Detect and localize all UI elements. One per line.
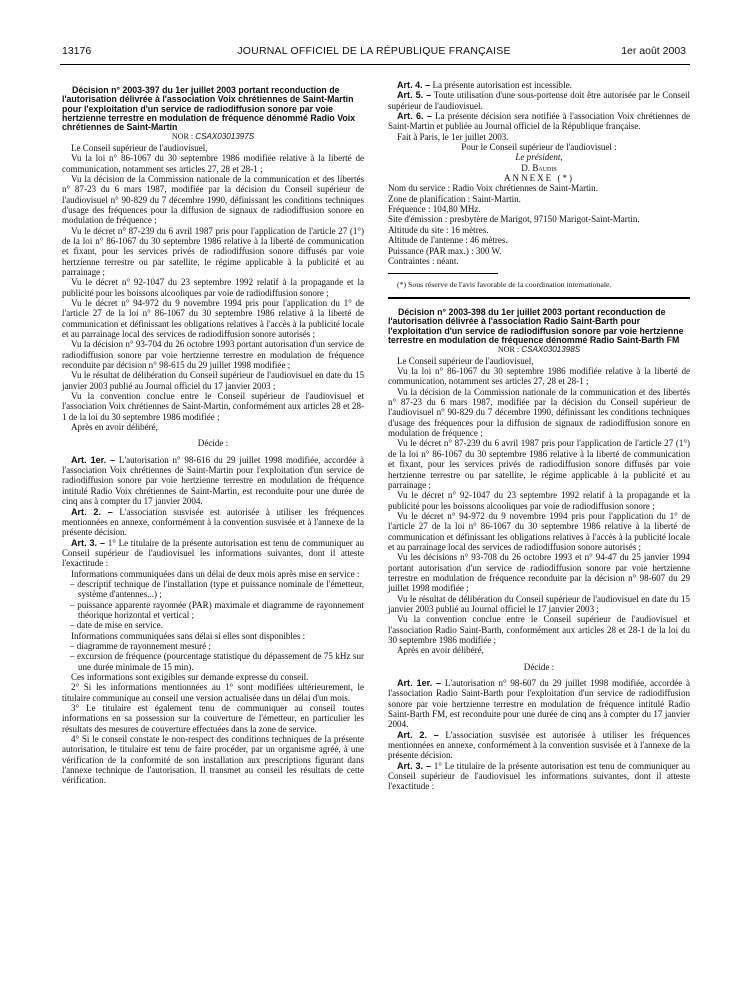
annexe-line: Site d'émission : presbytère de Marigot, 97150 Marigot-Saint-Martin. [388,214,640,225]
annexe-line: Puissance (PAR max.) : 300 W. [388,245,502,256]
nor-line [62,132,364,142]
paragraph: Vu le résultat de délibération du Conseil supérieur de l'audiovisuel en date du 15 janvier 2003 publié au Journal officiel le 17 janvier 2003 ; [388,593,690,614]
article-text: L'autorisation n° 98-616 du 29 juillet 1998 modifiée, accordée à l'association Voix chrétiennes de Saint-Martin pour l'exploitation d'un service de radiodiffusion sonore par voie hertzienne terrestre en modulation de fréquence intitulé Radio Voix chrétiennes de Saint-Martin, est reconduite pour une durée de cinq ans à compter du 17 janvier 2004. [62,454,364,507]
article [62,455,364,507]
paragraph: Vu la convention conclue entre le Conseil supérieur de l'audiovisuel et l'association Voix chrétiennes de Saint-Martin, conformément aux articles 28 et 28-1 de la loi du 30 septembre 1986 modifiée ; [62,391,364,422]
nor-line [388,345,690,355]
page-number: 13176 [62,45,92,57]
annexe-line: Nom du service : Radio Voix chrétiennes de Saint-Martin. [388,183,598,194]
paragraph: Informations communiquées dans un délai de deux mois après mise en service : [71,568,360,579]
paragraph: Vu la convention conclue entre le Conseil supérieur de l'audiovisuel et l'association Radio Saint-Barth, conformément aux articles 28 et 28-1 de la loi du 30 septembre 1986 modifiée ; [388,614,690,645]
list-item: – diagramme de rayonnement mesuré ; [70,640,211,651]
article-label: Art. 3. – [397,760,432,771]
list-item: – excursion de fréquence (pourcentage statistique du dépassement de 75 kHz sur une durée minimale de 15 min). [70,651,364,672]
article-text: La présente autorisation est incessible. [430,80,572,90]
list-item: – date de mise en service. [70,620,163,631]
article-label: Art. 4. – [397,80,431,90]
article-text: 1° Le titulaire de la présente autorisation est tenu de communiquer au Conseil supérieur de l'audiovisuel les informations suivantes, dont il atteste l'exactitude : [62,537,364,569]
paragraph: Après en avoir délibéré, [71,422,158,433]
section-rule [388,297,690,299]
paragraph: Informations communiquées sans délai si elles sont disponibles : [71,630,306,641]
article [388,80,690,90]
paragraph: Ces informations sont exigibles sur demande expresse du conseil. [71,672,309,683]
article [388,730,690,761]
done-at: Fait à Paris, le 1er juillet 2003. [397,131,509,142]
paragraph: Vu la décision de la Commission nationale de la communication et des libertés n° 87-23 du 6 mars 1987, modifiée par la décision du Conseil supérieur de l'audiovisuel n° 90-829 du 7 décembre 1990, définissant les conditions techniques d'usage des fréquences pour la diffusion de signaux de radiodiffusion sonore en modulation de fréquence ; [388,386,690,439]
article-label: Art. 2. – [397,729,439,740]
signature-name: D. Baudis [521,162,557,173]
nor-code: CSAX0301397S [195,132,255,142]
footnote: (*) Sous réserve de l'avis favorable de la coordination internationale. [397,280,612,290]
decide-heading: Décide : [197,438,229,449]
annexe-title: ANNEXE (*) [504,173,574,184]
article-label: Art. 6. – [397,111,432,122]
decision-title: Décision n° 2003-397 du 1er juillet 2003 portant reconduction de l'autorisation délivrée à l'association Voix chrétiennes de Saint-Martin pour l'exploitation d'un service de radiodiffusion sonore par voie hertzienne terrestre en modulation de fréquence dénommé Radio Voix chrétiennes de Saint-Martin [62,85,356,133]
paragraph: Vu les décisions n° 93-708 du 26 octobre 1993 et n° 94-47 du 25 janvier 1994 portant autorisation d'un service de radiodiffusion sonore par voie hertzienne terrestre en modulation de fréquence reconduite par la décision n° 98-607 du 29 juillet 1998 modifiée ; [388,552,690,594]
annexe-line: Fréquence : 104,80 MHz. [388,204,481,215]
article-text: La présente décision sera notifiée à l'association Voix chrétiennes de Saint-Martin et publiée au Journal officiel de la République française. [388,111,690,132]
article-label: Art. 2. – [71,506,113,517]
article-label: Art. 5. – [397,90,432,101]
annexe-line: Contraintes : néant. [388,255,459,266]
paragraph: Après en avoir délibéré, [397,645,484,656]
signature-role: Le président, [515,152,563,163]
paragraph: Vu le décret n° 87-239 du 6 avril 1987 pris pour l'application de l'article 27 (1°) de la loi n° 86-1067 du 30 septembre 1986 relative à la liberté de communication et fixant, pour les services privés de radiodiffusion sonore diffusés par voie hertzienne terrestre ou par satellite, le régime applicable à la publicité et au parrainage ; [62,225,364,277]
article-text: L'association susvisée est autorisée à utiliser les fréquences mentionnées en annexe, conformément à la convention susvisée et à l'annexe de la présente décision. [388,729,690,761]
page-header [0,45,748,61]
article-label: Art. 3. – [71,537,106,548]
article [388,90,690,111]
annexe-line: Zone de planification : Saint-Martin. [388,193,521,204]
paragraph: Vu la loi n° 86-1067 du 30 septembre 1986 modifiée relative à la liberté de communication, notamment ses articles 27, 28 et 28-1 ; [388,366,690,387]
left-column [62,86,364,786]
article-label: Art. 1er. – [71,454,116,465]
article-text: L'autorisation n° 98-607 du 29 juillet 1998 modifiée, accordée à l'association Radio Saint-Barth pour l'exploitation d'un service de radiodiffusion sonore par voie hertzienne terrestre en modulation de fréquence intitulé Radio Saint-Barth FM, est reconduite pour une durée de cinq ans à compter du 17 janvier 2004. [388,678,690,730]
journal-title: JOURNAL OFFICIEL DE LA RÉPUBLIQUE FRANÇAISE [237,45,511,57]
article-text: Toute utilisation d'une sous-porteuse doit être autorisée par le Conseil supérieur de l'audiovisuel. [388,90,690,111]
annexe-line: Altitude de l'antenne : 46 mètres. [388,235,508,246]
header-rule [60,64,690,65]
paragraph: 4° Si le conseil constate le non-respect des conditions techniques de la présente autorisation, le titulaire est tenu de faire procéder, par un organisme agréé, à une vérification de la conformité de son installation aux prescriptions figurant dans l'annexe technique de l'autorisation. Il transmet au conseil les résultats de cette vérification. [62,734,364,786]
list-item: – puissance apparente rayonnée (PAR) maximale et diagramme de rayonnement théorique horizontal et vertical ; [70,599,364,620]
article [388,678,690,730]
paragraph: Vu le décret n° 94-972 du 9 novembre 1994 pris pour l'application du 1° de l'article 27 de la loi n° 86-1067 du 30 septembre 1986 relative à la liberté de communication et définissant les obligations relatives à l'accès à la publicité locale et au parrainage local des services de radiodiffusion sonore autorisés ; [388,510,690,552]
article [62,507,364,538]
paragraph: Le Conseil supérieur de l'audiovisuel, [397,355,534,366]
paragraph: Vu le décret n° 94-972 du 9 novembre 1994 pris pour l'application du 1° de l'article 27 de la loi n° 86-1067 du 30 septembre 1986 relative à la liberté de communication et définissant les obligations relatives à l'accès à la publicité locale et au parrainage local des services de radiodiffusion sonore autorisés ; [62,297,364,340]
publication-date: 1er août 2003 [621,45,686,57]
decision-title: Décision n° 2003-398 du 1er juillet 2003 portant reconduction de l'autorisation délivrée à l'association Radio Saint-Barth pour l'exploitation d'un service de radiodiffusion sonore par voie hertzienne terrestre en modulation de fréquence dénommé Radio Saint-Barth FM [388,307,684,346]
paragraph: Vu le décret n° 92-1047 du 23 septembre 1992 relatif à la propagande et la publicité pour les boissons alcooliques par voie de radiodiffusion sonore ; [62,277,364,298]
paragraph: Vu le résultat de délibération du Conseil supérieur de l'audiovisuel en date du 15 janvier 2003 publié au Journal officiel du 17 janvier 2003 ; [62,370,364,391]
right-column [388,80,690,792]
article [388,111,690,132]
article-text: 1° Le titulaire de la présente autorisation est tenu de communiquer au Conseil supérieur de l'audiovisuel les informations suivantes, dont il atteste l'exactitude : [388,760,690,792]
paragraph: 3° Le titulaire est également tenu de communiquer au conseil toutes informations en sa possession sur la couverture de l'émetteur, en particulier les résultats des mesures de couverture effectuées dans la zone de service. [62,703,364,734]
nor-label: NOR : [171,132,194,142]
nor-code: CSAX0301398S [521,345,581,355]
paragraph: Vu la décision n° 93-704 du 26 octobre 1993 portant autorisation d'un service de radiodiffusion sonore par voie hertzienne terrestre en modulation de fréquence reconduite par décision n° 98-615 du 29 juillet 1998 modifiée ; [62,339,364,371]
decide-heading: Décide : [523,661,555,672]
article [388,761,690,792]
paragraph: 2° Si les informations mentionnées au 1° sont modifiées ultérieurement, le titulaire communique au conseil une version actualisée dans un délai d'un mois. [62,682,364,703]
paragraph: Le Conseil supérieur de l'audiovisuel, [71,142,208,153]
paragraph: Vu la décision de la Commission nationale de la communication et des libertés n° 87-23 du 6 mars 1987, modifiée par la décision du Conseil supérieur de l'audiovisuel n° 90-829 du 7 décembre 1990, définissant les conditions techniques d'usage des fréquences pour la diffusion de signaux de radiodiffusion sonore en modulation de fréquence ; [62,173,364,226]
annexe-line: Altitude du site : 16 mètres. [388,224,489,235]
paragraph: Vu le décret n° 92-1047 du 23 septembre 1992 relatif à la propagande et la publicité pour les boissons alcooliques par voie de radiodiffusion sonore ; [388,490,690,511]
paragraph: Vu la loi n° 86-1067 du 30 septembre 1986 modifiée relative à la liberté de communication, notamment ses articles 27, 28 et 28-1 ; [62,153,364,174]
list-item: – descriptif technique de l'installation (type et puissance nominale de l'émetteur, système d'antennes...) ; [70,578,364,600]
nor-label: NOR : [497,345,520,355]
signature-for: Pour le Conseil supérieur de l'audiovisuel : [461,142,617,153]
paragraph: Vu le décret n° 87-239 du 6 avril 1987 pris pour l'application de l'article 27 (1°) de la loi n° 86-1067 du 30 septembre 1986 relative à la liberté de communication et fixant, pour les services privés de radiodiffusion sonore diffusés par voie hertzienne terrestre ou par satellite, le régime applicable à la publicité et au parrainage ; [388,438,690,490]
article [62,538,364,569]
article-text: L'association susvisée est autorisée à utiliser les fréquences mentionnées en annexe, conformément à la convention susvisée et à l'annexe de la présente décision. [62,506,364,538]
footnote-rule [388,273,498,274]
article-label: Art. 1er. – [397,678,442,689]
